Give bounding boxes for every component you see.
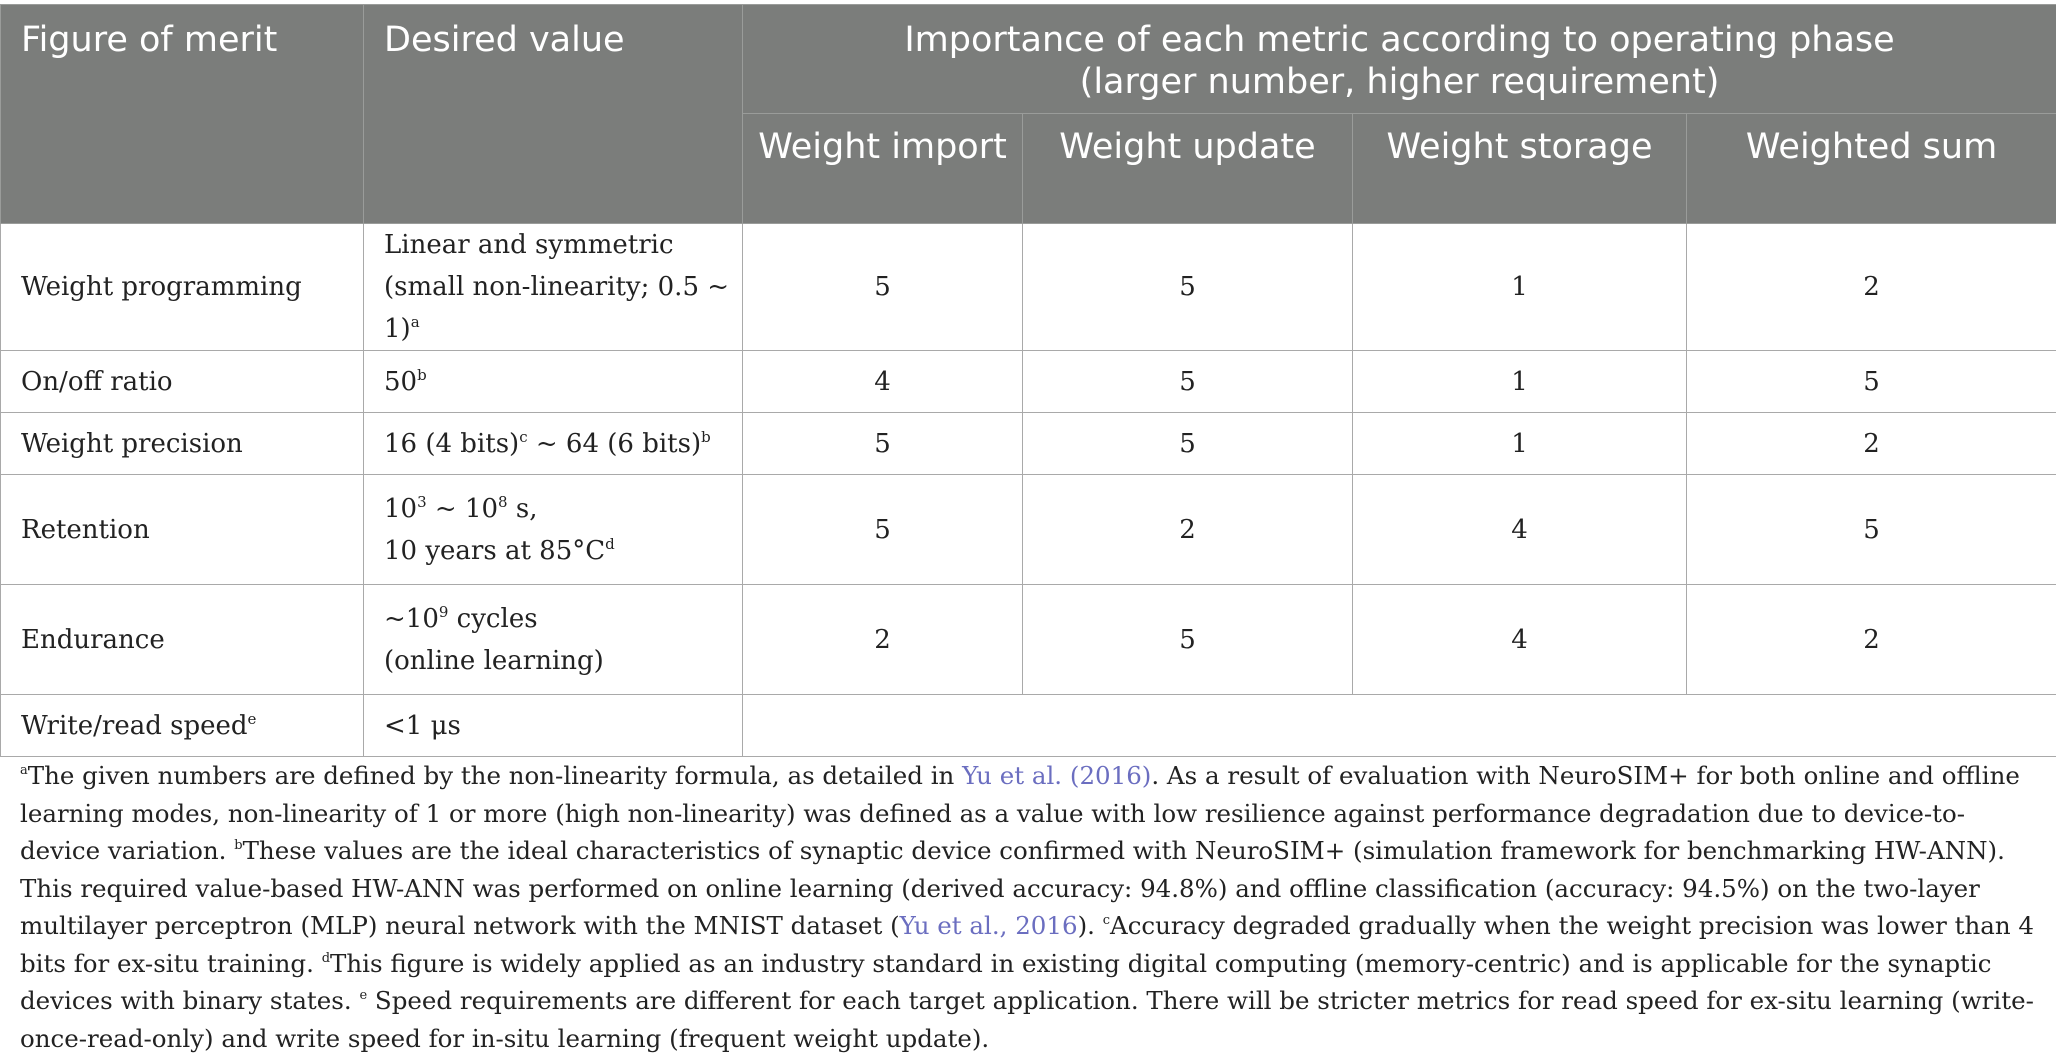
exponent: 8 — [498, 493, 508, 511]
header-desired-value: Desired value — [364, 5, 743, 224]
score-weight-update: 2 — [1023, 475, 1353, 585]
footnote-marker: c — [1103, 913, 1110, 928]
footnote-marker: e — [359, 988, 367, 1003]
footnote-c-text: Accuracy degraded gradually when the weight precision was lower than 4 bits for ex-situ training. — [20, 911, 2034, 978]
footnote-marker: c — [519, 428, 527, 446]
value-text: 16 (4 bits) — [384, 429, 519, 459]
score-weight-update: 5 — [1023, 224, 1353, 351]
header-weight-import: Weight import — [743, 114, 1023, 224]
score-weighted-sum: 2 — [1687, 413, 2056, 475]
score-weight-import: 5 — [743, 413, 1023, 475]
score-weighted-sum: 2 — [1687, 585, 2056, 695]
table-row-on-off-ratio — [1, 351, 2056, 413]
value-text: ~10 — [384, 604, 439, 634]
score-weight-storage: 1 — [1353, 413, 1687, 475]
figure-cell: Endurance — [1, 585, 364, 695]
desired-value-cell — [364, 585, 743, 695]
score-weight-storage: 1 — [1353, 224, 1687, 351]
header-importance-group — [743, 5, 2056, 114]
desired-value-cell — [364, 351, 743, 413]
value-text: ~ 10 — [427, 494, 498, 524]
figure-cell: Retention — [1, 475, 364, 585]
figure-cell: Weight precision — [1, 413, 364, 475]
value-line — [384, 266, 742, 350]
desired-value-cell — [364, 413, 743, 475]
reference-link-yu-2016[interactable]: Yu et al. (2016) — [962, 761, 1151, 790]
footnote-marker: e — [248, 710, 257, 728]
value-line — [384, 488, 742, 530]
desired-value-cell — [364, 224, 743, 351]
score-weight-storage: 1 — [1353, 351, 1687, 413]
footnote-marker: a — [20, 763, 28, 778]
table-row-weight-programming — [1, 224, 2056, 351]
score-weighted-sum: 2 — [1687, 224, 2056, 351]
value-text: (small non-linearity; 0.5 ~ 1) — [384, 272, 729, 344]
score-weight-import: 5 — [743, 224, 1023, 351]
header-group-line-1: Importance of each metric according to operating phase — [763, 19, 2036, 61]
score-weight-update: 5 — [1023, 585, 1353, 695]
footnote-b-text: ). — [1078, 911, 1103, 940]
header-weight-storage: Weight storage — [1353, 114, 1687, 224]
figure-cell — [1, 695, 364, 757]
footnote-marker: b — [234, 838, 242, 853]
figure-text: Write/read speed — [21, 711, 248, 741]
header-group-line-2: (larger number, higher requirement) — [763, 61, 2036, 103]
header-figure-of-merit: Figure of merit — [1, 5, 364, 224]
desired-value-cell — [364, 475, 743, 585]
figure-cell: On/off ratio — [1, 351, 364, 413]
score-weight-update: 5 — [1023, 413, 1353, 475]
empty-merged-cell — [743, 695, 2056, 757]
value-line — [384, 530, 742, 572]
requirements-table — [0, 4, 2056, 757]
score-weighted-sum: 5 — [1687, 475, 2056, 585]
value-line: (online learning) — [384, 640, 742, 682]
footnote-e-text: Speed requirements are different for each target application. There will be stricter metrics for read speed for ex-situ learning (write-once-read-only) and write speed for in-situ learning (frequent weight update). — [20, 986, 2034, 1053]
footnote-marker: d — [605, 535, 615, 553]
footnote-marker: d — [322, 951, 330, 966]
score-weighted-sum: 5 — [1687, 351, 2056, 413]
value-text: cycles — [448, 604, 537, 634]
score-weight-update: 5 — [1023, 351, 1353, 413]
footnote-marker: b — [417, 366, 427, 384]
header-weight-update: Weight update — [1023, 114, 1353, 224]
value-text: 10 years at 85°C — [384, 536, 605, 566]
score-weight-import: 4 — [743, 351, 1023, 413]
score-weight-import: 5 — [743, 475, 1023, 585]
exponent: 3 — [417, 493, 427, 511]
table-row-retention — [1, 475, 2056, 585]
value-line: Linear and symmetric — [384, 224, 742, 266]
desired-value-cell: <1 μs — [364, 695, 743, 757]
reference-link-yu-2016-inline[interactable]: Yu et al., 2016 — [900, 911, 1078, 940]
footnote-d-text: This figure is widely applied as an industry standard in existing digital computing (memory-centric) and is applicable for the synaptic devices with binary states. — [20, 949, 1991, 1016]
score-weight-import: 2 — [743, 585, 1023, 695]
footnote-b-text: These values are the ideal characteristics of synaptic device confirmed with NeuroSIM+ (simulation framework for benchmarking HW-ANN). This required value-based HW-ANN was performed on online learning (derived accuracy: 94.8%) and offline classification (accuracy: 94.5%) on the two-layer multilayer perceptron (MLP) neural network with the MNIST dataset ( — [20, 836, 2005, 940]
figure-cell: Weight programming — [1, 224, 364, 351]
table-footnotes — [20, 757, 2040, 1057]
header-row-1 — [1, 5, 2056, 114]
score-weight-storage: 4 — [1353, 475, 1687, 585]
table-row-weight-precision — [1, 413, 2056, 475]
footnote-marker: a — [411, 313, 420, 331]
footnote-a-text: The given numbers are defined by the non-linearity formula, as detailed in — [28, 761, 962, 790]
header-weighted-sum: Weighted sum — [1687, 114, 2056, 224]
value-text: s, — [508, 494, 538, 524]
score-weight-storage: 4 — [1353, 585, 1687, 695]
exponent: 9 — [439, 603, 449, 621]
value-text: ~ 64 (6 bits) — [528, 429, 702, 459]
table-row-endurance — [1, 585, 2056, 695]
footnote-marker: b — [701, 428, 711, 446]
value-text: 50 — [384, 367, 417, 397]
footnote-a-text: . As a result of evaluation with NeuroSIM+ for both online and offline learning modes, non-linearity of 1 or more (high non-linearity) was defined as a value with low resilience against performance degradation due to device-to-device variation. — [20, 761, 2020, 865]
value-text: 10 — [384, 494, 417, 524]
table-row-write-read-speed — [1, 695, 2056, 757]
value-line — [384, 598, 742, 640]
